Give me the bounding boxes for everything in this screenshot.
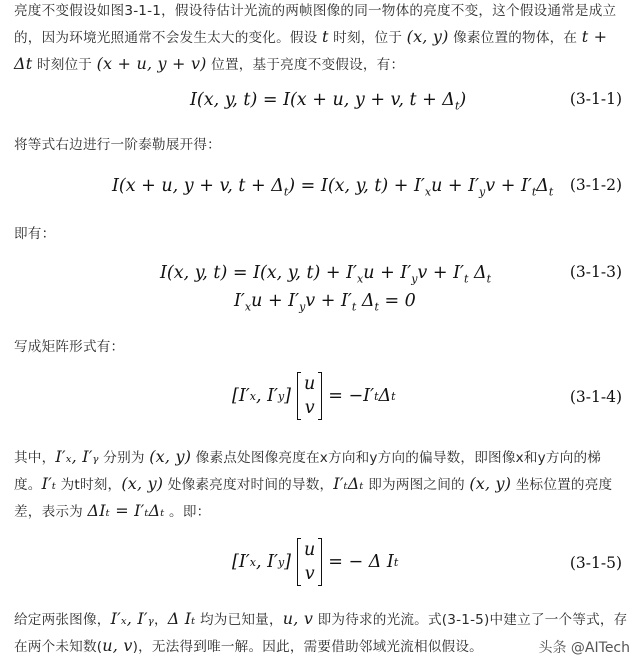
para-text: 均为已知量， xyxy=(195,612,283,628)
eq-text: [I′ xyxy=(232,552,250,572)
vec-u: u xyxy=(304,374,316,394)
eq-sub: x xyxy=(357,272,364,286)
eq-text: = − Δ I xyxy=(328,552,394,572)
math-gradients: I′ₓ, I′ᵧ xyxy=(55,447,99,466)
matrix-paragraph xyxy=(14,334,628,360)
eq-sub: x xyxy=(249,389,256,403)
equation-number: (3-1-4) xyxy=(569,388,622,406)
eq-text: Δ xyxy=(356,291,375,311)
eq-text: , I′ xyxy=(255,552,278,572)
eq-text: u + I′ xyxy=(251,291,300,311)
equation-3-1-4 xyxy=(0,372,640,428)
eq-sub: t xyxy=(463,272,469,286)
intro-text: 位置，基于亮度不变假设，有： xyxy=(206,57,405,73)
para-text: 。即： xyxy=(164,504,211,520)
eq-sub: y xyxy=(299,300,306,314)
para-text: 即为两图之间的 xyxy=(363,477,470,493)
math-itdt: I′ₜΔₜ xyxy=(333,474,364,493)
para-text: )，无法得到唯一解。因此，需要借助邻域光流相似假设。 xyxy=(132,639,483,655)
para-text: 即为待求的光流。式(3-1-5)中建立了一个等式，存在两个未知数( xyxy=(14,612,628,655)
eq-sub: t xyxy=(351,300,357,314)
para-text: ， xyxy=(153,612,168,628)
eq-text: I(x, y, t) = I(x, y, t) + I′ xyxy=(160,263,358,283)
eq-sub: y xyxy=(277,389,285,403)
eq-sub: t xyxy=(531,185,537,199)
para-text: 处像素亮度对时间的导数， xyxy=(163,477,334,493)
para-text: 给定两张图像， xyxy=(14,612,111,628)
math-xy: (x, y) xyxy=(469,474,512,493)
eq-text: Δ xyxy=(378,386,392,406)
equation-number: (3-1-3) xyxy=(569,263,622,281)
equation-number: (3-1-2) xyxy=(569,176,622,194)
eq-text: = 0 xyxy=(378,291,416,311)
eq-text: u + I′ xyxy=(363,263,412,283)
taylor-paragraph xyxy=(14,132,628,158)
uv-vector xyxy=(297,372,322,420)
equation-number: (3-1-1) xyxy=(569,90,622,108)
eq-text: Δ xyxy=(536,176,549,196)
math-xy: (x, y) xyxy=(121,474,164,493)
eq-sub: t xyxy=(486,272,492,286)
thus-paragraph xyxy=(14,221,628,247)
eq-text: ] xyxy=(284,552,291,572)
eq-text: v + I′ xyxy=(417,263,464,283)
eq-sub: t xyxy=(393,555,399,569)
para-text: 为t时刻， xyxy=(56,477,122,493)
vec-u: u xyxy=(304,540,316,560)
equation-number: (3-1-5) xyxy=(569,554,622,572)
eq-text: ) = I(x, y, t) + I′ xyxy=(288,176,425,196)
eq-text: I(x, y, t) = I(x + u, y + v, t + Δ xyxy=(190,90,455,110)
eq-text: v + I′ xyxy=(305,291,352,311)
intro-paragraph xyxy=(14,0,628,78)
eq-sub: t xyxy=(374,300,379,314)
eq-text: u + I′ xyxy=(431,176,480,196)
math-uv: u, v xyxy=(282,609,314,628)
para-text: 像素点处图像亮度在x方向和y方向的偏导数，即图像x和y方向的梯度。 xyxy=(14,450,602,493)
math-xy: (x, y) xyxy=(406,27,449,46)
eq-sub: y xyxy=(277,555,285,569)
eq-text: Δ xyxy=(468,263,487,283)
eq-sub: t xyxy=(454,99,460,113)
eq-sub: x xyxy=(244,300,252,314)
eq-text: [I′ xyxy=(232,386,250,406)
intro-text: 亮度不变假设如图3-1-1，假设待估计光流的两帧图像的同一物体的亮度不变，这个假设通常是成立的，因为环境光照通常不会发生太大的变化。假设 xyxy=(14,3,617,46)
eq-sub: y xyxy=(411,272,418,286)
eq-sub: t xyxy=(548,185,554,199)
eq-sub: t xyxy=(283,185,289,199)
para-text: 将等式右边进行一阶泰勒展开得： xyxy=(14,137,221,153)
para-text: 其中， xyxy=(14,450,56,466)
eq-sub: y xyxy=(479,185,486,199)
vec-v: v xyxy=(304,564,315,584)
eq-text: I′ xyxy=(234,291,245,311)
eq-text: , I′ xyxy=(255,386,278,406)
eq-text: I(x + u, y + v, t + Δ xyxy=(112,176,284,196)
para-text: 坐标位置的亮度差，表示为 xyxy=(14,477,613,520)
vec-v: v xyxy=(304,398,315,418)
watermark: 头条 @AITech xyxy=(538,637,630,657)
intro-text: 像素位置的物体，在 xyxy=(448,30,582,46)
eq-text: = −I′ xyxy=(328,386,375,406)
para-text: 分别为 xyxy=(98,450,150,466)
math-it: I′ₜ xyxy=(41,474,57,493)
eq-sub: x xyxy=(424,185,432,199)
eq-text: v + I′ xyxy=(485,176,532,196)
equation-3-1-5 xyxy=(0,538,640,594)
explanation-paragraph xyxy=(14,444,628,525)
intro-text: 时刻位于 xyxy=(32,57,97,73)
math-gradients: I′ₓ, I′ᵧ xyxy=(110,609,154,628)
para-text: 即有： xyxy=(14,226,56,242)
math-x-plus-u: (x + u, y + v) xyxy=(96,54,207,73)
eq-text: ) xyxy=(459,90,467,110)
math-t: t xyxy=(321,27,329,46)
eq-text: ] xyxy=(284,386,291,406)
intro-text: 时刻，位于 xyxy=(328,30,407,46)
eq-sub: x xyxy=(249,555,256,569)
uv-vector xyxy=(297,538,322,586)
math-delta-it: ΔIₜ = I′ₜΔₜ xyxy=(87,501,165,520)
math-t-plus-dt: t + Δt xyxy=(14,27,608,73)
eq-sub: t xyxy=(374,389,379,403)
math-delta-it: Δ Iₜ xyxy=(167,609,196,628)
math-uv: u, v xyxy=(102,636,133,655)
conclusion-paragraph xyxy=(14,606,628,660)
para-text: 写成矩阵形式有： xyxy=(14,339,125,355)
eq-sub: t xyxy=(391,389,396,403)
math-xy: (x, y) xyxy=(149,447,192,466)
